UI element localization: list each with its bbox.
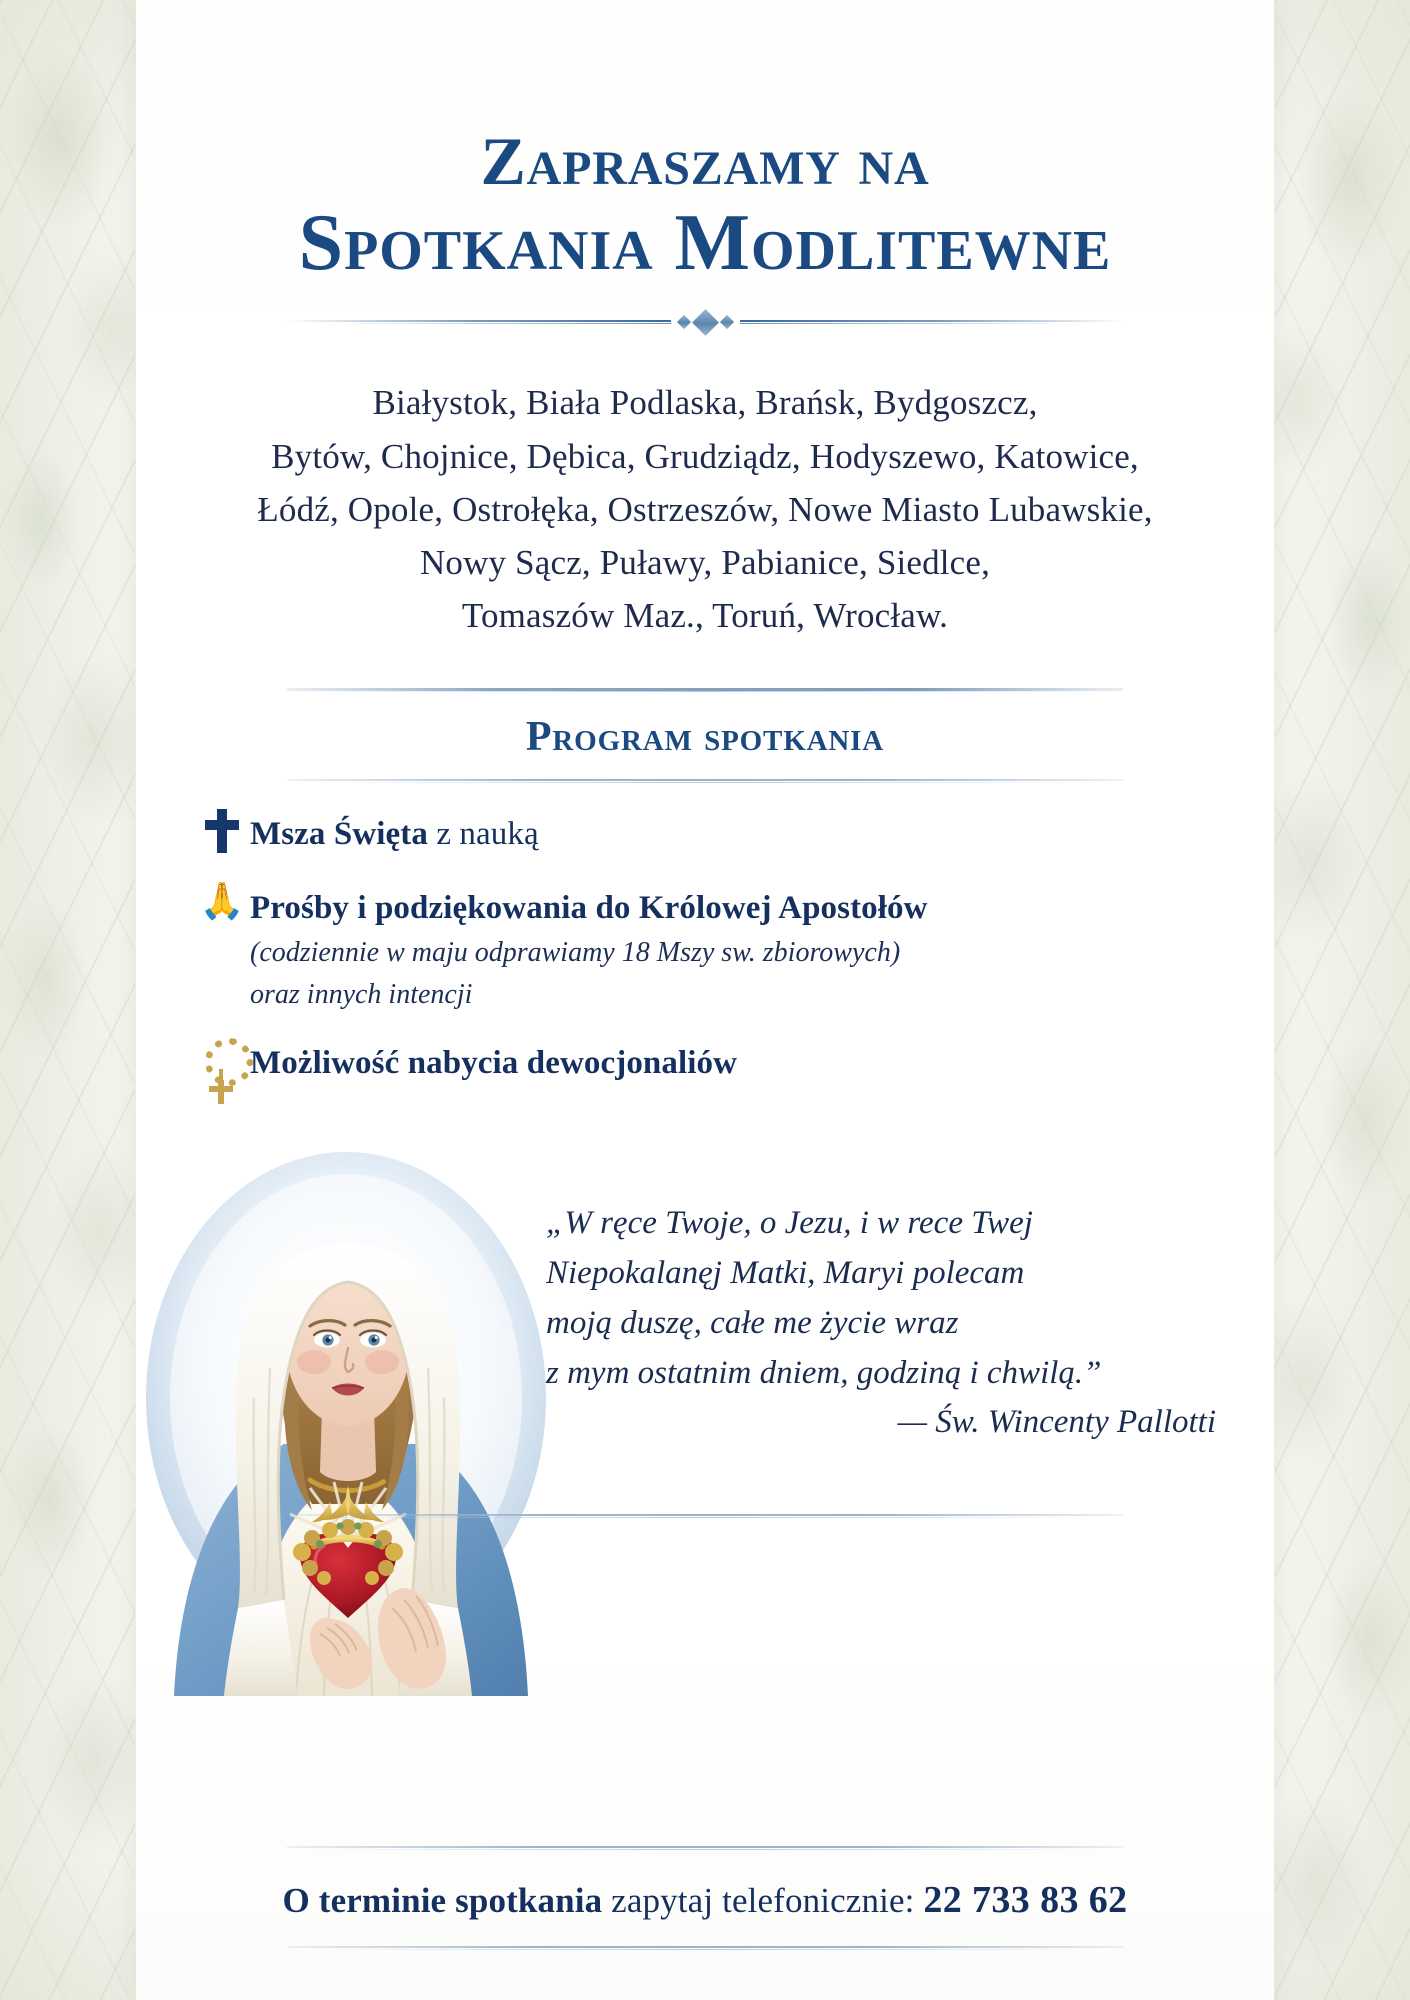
city-line: Tomaszów Maz., Toruń, Wrocław.	[461, 596, 949, 636]
content-inner	[136, 0, 1274, 2000]
title-line-1: Zapraszamy na	[480, 123, 930, 199]
ornamental-divider	[287, 310, 1123, 334]
divider-rule-left	[287, 319, 671, 325]
city-line: Białystok, Biała Podlaska, Brańsk, Bydgoszcz,	[372, 383, 1038, 423]
program-item	[194, 811, 1260, 859]
program-item-bold: Msza Święta	[250, 816, 428, 853]
content-card	[136, 0, 1274, 2000]
quote-line: „W ręce Twoje, o Jezu, i w rece Twej	[546, 1204, 1033, 1241]
quote-line: moją duszę, całe me życie wraz	[546, 1305, 959, 1342]
program-item-line	[250, 1042, 737, 1084]
divider-rule-right	[740, 319, 1124, 325]
program-item-list	[150, 781, 1260, 1109]
program-rule-top	[287, 688, 1123, 691]
divider-diamonds	[671, 313, 740, 332]
program-item-rest: z nauką	[427, 816, 539, 853]
program-heading: Program spotkania	[525, 714, 885, 761]
footer-rule-top	[287, 1846, 1123, 1848]
city-line: Łódź, Opole, Ostrołęka, Ostrzeszów, Nowe Miasto Lubawskie,	[257, 489, 1153, 529]
program-item-line	[250, 887, 928, 929]
quote-section	[150, 1136, 1260, 1696]
program-rule-bottom	[287, 779, 1123, 781]
program-item-text	[250, 1040, 737, 1084]
city-line: Nowy Sącz, Puławy, Pabianice, Siedlce,	[419, 542, 991, 582]
footer-contact	[136, 1878, 1274, 1922]
program-item-subline: oraz innych intencji	[250, 978, 473, 1010]
quote-line: Niepokalanęj Matki, Maryi polecam	[546, 1254, 1025, 1291]
quote-attribution: — Św. Wincenty Pallotti	[897, 1403, 1216, 1440]
program-item-bold: Prośby i podziękowania do Królowej Apostołów	[250, 890, 928, 927]
footer-rule-bottom	[287, 1946, 1123, 1948]
quote-text	[546, 1198, 1224, 1399]
program-item	[194, 1040, 1260, 1110]
city-line: Bytów, Chojnice, Dębica, Grudziądz, Hodyszewo, Katowice,	[271, 436, 1139, 476]
footer-bold-text: O terminie spotkania	[282, 1881, 603, 1920]
phone-number[interactable]: 22 733 83 62	[923, 1879, 1128, 1921]
program-item-subline: (codziennie w maju odprawiamy 18 Mszy sw. zbiorowych)	[250, 936, 901, 968]
program-item	[194, 881, 1260, 1013]
rosary-icon	[194, 1038, 250, 1108]
virgin-mary-illustration	[134, 1148, 554, 1696]
quote-rule-bottom	[287, 1514, 1123, 1516]
footer-regular-text: zapytaj telefonicznie:	[602, 1881, 924, 1920]
diamond-icon-large	[692, 309, 719, 336]
poster-title	[150, 0, 1260, 288]
program-item-bold: Możliwość nabycia dewocjonaliów	[250, 1044, 738, 1081]
praying-hands-icon: 🙏	[199, 881, 245, 922]
diamond-icon-small-right	[719, 315, 733, 329]
program-item-line	[250, 813, 539, 855]
city-list	[150, 376, 1260, 642]
cross-icon	[194, 809, 250, 857]
program-item-text	[250, 885, 928, 1013]
title-line-2: Spotkania Modlitewne	[298, 199, 1112, 288]
program-item-text	[250, 811, 539, 855]
quote-line: z mym ostatnim dniem, godziną i chwilą.”	[546, 1355, 1102, 1392]
diamond-icon-small-left	[676, 315, 690, 329]
